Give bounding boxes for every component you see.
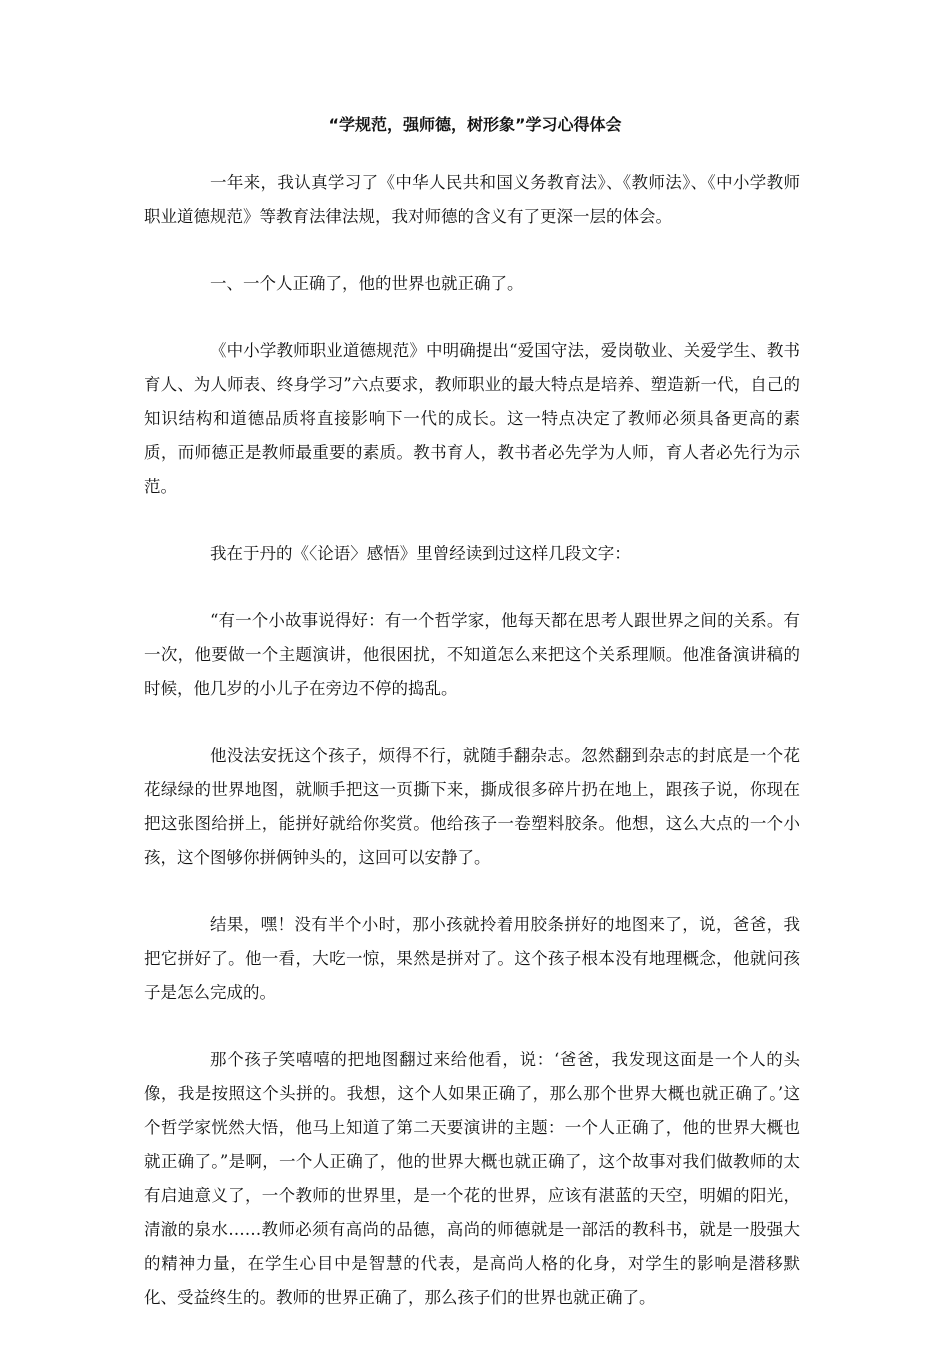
paragraph-yudan-intro: 我在于丹的《〈论语〉感悟》里曾经读到过这样几段文字：	[210, 544, 631, 563]
paragraph-story-3: 结果，嘿！没有半个小时，那小孩就拎着用胶条拼好的地图来了，说，爸爸，我把它拼好了。他一看，大吃一惊，果然是拼对了。这个孩子根本没有地理概念，他就问孩子是怎么完成的。	[144, 915, 800, 1002]
section-heading-1: 一、一个人正确了，他的世界也就正确了。	[210, 274, 524, 293]
document-title: “学规范，强师德，树形象”学习心得体会	[328, 115, 622, 134]
paragraph-intro: 一年来，我认真学习了《中华人民共和国义务教育法》、《教师法》、《中小学教师职业道德规范》等教育法律法规，我对师德的含义有了更深一层的体会。	[144, 173, 800, 226]
document-body	[144, 166, 800, 1348]
paragraph-story-1: “有一个小故事说得好：有一个哲学家，他每天都在思考人跟世界之间的关系。有一次，他要做一个主题演讲，他很困扰，不知道怎么来把这个关系理顺。他准备演讲稿的时候，他几岁的小儿子在旁边不停的捣乱。	[144, 611, 800, 698]
paragraph-story-4: 那个孩子笑嘻嘻的把地图翻过来给他看，说：‘爸爸，我发现这面是一个人的头像，我是按照这个头拼的。我想，这个人如果正确了，那么那个世界大概也就正确了。’这个哲学家恍然大悟，他马上知道了第二天要演讲的主题：一个人正确了，他的世界大概也就正确了。”是啊，一个人正确了，他的世界大概也就正确了，这个故事对我们做教师的太有启迪意义了，一个教师的世界里，是一个花的世界，应该有湛蓝的天空，明媚的阳光，清澈的泉水……教师必须有高尚的品德，高尚的师德就是一部活的教科书，就是一股强大的精神力量，在学生心目中是智慧的代表，是高尚人格的化身，对学生的影响是潜移默化、受益终生的。教师的世界正确了，那么孩子们的世界也就正确了。	[144, 1050, 800, 1307]
paragraph-story-2: 他没法安抚这个孩子，烦得不行，就随手翻杂志。忽然翻到杂志的封底是一个花花绿绿的世界地图，就顺手把这一页撕下来，撕成很多碎片扔在地上，跟孩子说，你现在把这张图给拼上，能拼好就给你奖赏。他给孩子一卷塑料胶条。他想，这么大点的一个小孩，这个图够你拼俩钟头的，这回可以安静了。	[144, 746, 800, 867]
paragraph-code-of-ethics: 《中小学教师职业道德规范》中明确提出“爱国守法，爱岗敬业、关爱学生、教书育人、为人师表、终身学习”六点要求，教师职业的最大特点是培养、塑造新一代，自己的知识结构和道德品质将直接影响下一代的成长。这一特点决定了教师必须具备更高的素质，而师德正是教师最重要的素质。教书育人，教书者必先学为人师，育人者必先行为示范。	[144, 341, 800, 496]
